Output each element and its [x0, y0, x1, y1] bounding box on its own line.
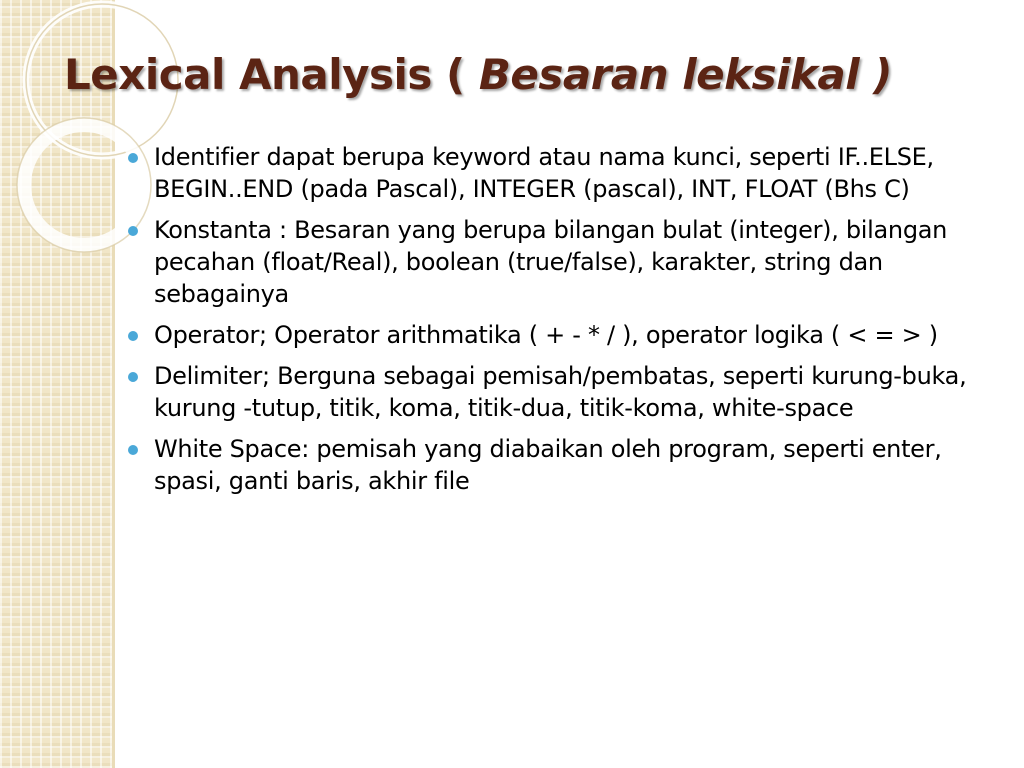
- bullet-dot-icon: [128, 153, 138, 163]
- bullet-dot-icon: [128, 372, 138, 382]
- bullet-item-delimiter: [128, 360, 988, 424]
- bullet-item-identifier: [128, 141, 988, 205]
- bullet-item-operator: [128, 319, 988, 351]
- title-italic-text: Besaran leksikal ): [478, 50, 892, 99]
- left-decorative-strip: [0, 0, 112, 768]
- bullet-text: Konstanta : Besaran yang berupa bilangan bulat (integer), bilangan pecahan (float/Real), boolean (true/false), karakter, string dan sebagainya: [154, 216, 948, 308]
- strip-edge-divider: [112, 0, 115, 768]
- bullet-item-konstanta: [128, 214, 988, 310]
- bullet-item-white-space: [128, 433, 988, 497]
- bullet-list: [128, 141, 988, 506]
- bullet-text: Operator; Operator arithmatika ( + - * / ), operator logika ( < = > ): [154, 321, 938, 349]
- slide-title: [64, 50, 892, 99]
- bullet-text: Identifier dapat berupa keyword atau nama kunci, seperti IF..ELSE, BEGIN..END (pada Pascal), INTEGER (pascal), INT, FLOAT (Bhs C): [154, 143, 934, 203]
- bullet-dot-icon: [128, 226, 138, 236]
- bullet-text: Delimiter; Berguna sebagai pemisah/pembatas, seperti kurung-buka, kurung -tutup, titik, koma, titik-dua, titik-koma, white-space: [154, 362, 967, 422]
- title-main-text: Lexical Analysis (: [64, 50, 479, 99]
- bullet-text: White Space: pemisah yang diabaikan oleh program, seperti enter, spasi, ganti baris, akhir file: [154, 435, 942, 495]
- bullet-dot-icon: [128, 445, 138, 455]
- bullet-dot-icon: [128, 331, 138, 341]
